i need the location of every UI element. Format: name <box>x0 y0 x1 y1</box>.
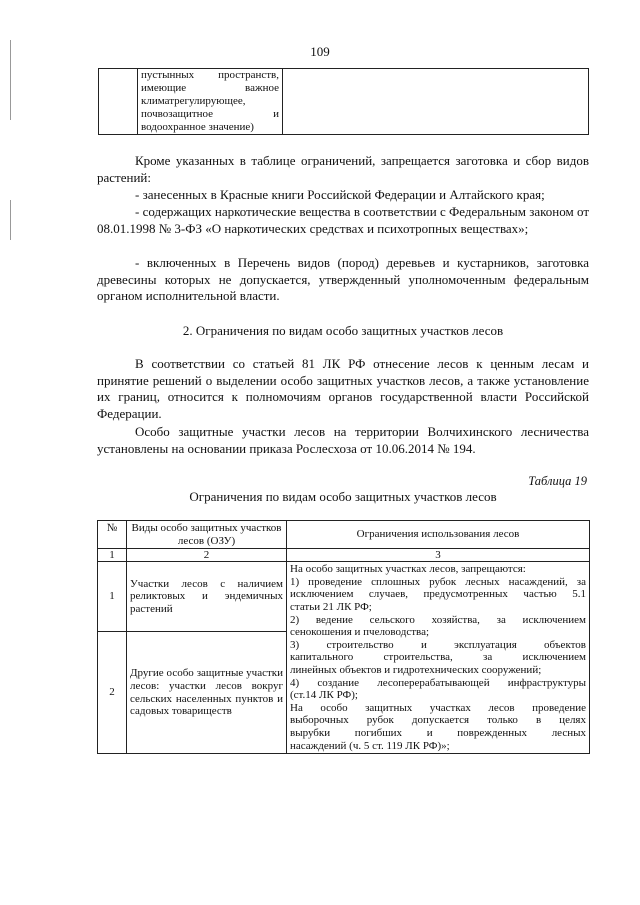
restriction-line: На особо защитных участках лесов, запрещаются: <box>290 563 526 576</box>
table-header-row <box>98 521 590 549</box>
header-number: № <box>98 521 127 549</box>
header-restrictions: Ограничения использования лесов <box>287 521 590 549</box>
table-cell-empty <box>99 69 138 135</box>
paragraph-species-list: - включенных в Перечень видов (пород) деревьев и кустарников, заготовка древесины которых не допускается, утвержденный уполномоченным федеральным органом исполнительной власти. <box>97 255 589 303</box>
table-index-row <box>98 549 590 562</box>
row-ozu-type: Другие особо защитные участки лесов: участки лесов вокруг сельских населенных пунктов и садовых товариществ <box>127 632 287 754</box>
index-cell: 3 <box>287 549 590 562</box>
table-cell-line: пустынных пространств, <box>141 69 279 81</box>
restriction-line: На особо защитных участках лесов проведение <box>290 701 586 714</box>
table-cell-line: имеющие важное <box>141 82 279 94</box>
paragraph-article-81: В соответствии со статьей 81 ЛК РФ отнесение лесов к ценным лесам и принятие решений о выделении особо защитных участков лесов, а также установление их границ, относится к полномочиям органов государственной власти Российской Федерации. <box>97 356 589 421</box>
section-title: 2. Ограничения по видам особо защитных участков лесов <box>182 323 504 338</box>
restriction-line: 2) ведение сельского хозяйства, за исключением <box>290 613 586 626</box>
page-number: 109 <box>310 44 330 59</box>
header-ozu-types: Виды особо защитных участков лесов (ОЗУ) <box>127 521 287 549</box>
paragraph-red-book: - занесенных в Красные книги Российской Федерации и Алтайского края; <box>135 187 545 202</box>
table-cell-line: водоохранное значение) <box>141 121 254 133</box>
restriction-line: линейных объектов и гидротехнических сооружений; <box>290 663 542 676</box>
restriction-line: вырубки погибших и поврежденных лесных <box>290 726 586 739</box>
scan-margin-mark <box>10 200 11 240</box>
table-cell-empty <box>283 69 589 135</box>
restriction-line: 4) создание лесоперерабатывающей инфраструктуры <box>290 676 586 689</box>
table-cell-line: почвозащитное и <box>141 108 279 120</box>
restriction-line: исключением случаев, предусмотренных частью 5.1 <box>290 588 586 601</box>
row-number: 2 <box>98 632 127 754</box>
restriction-line: сенокошения и пчеловодства; <box>290 626 430 639</box>
index-cell: 1 <box>98 549 127 562</box>
restriction-line: статьи 21 ЛК РФ; <box>290 600 372 613</box>
paragraph-restrictions-intro: Кроме указанных в таблице ограничений, запрещается заготовка и сбор видов растений: <box>97 153 589 185</box>
table-cell-line: климатрегулирующее, <box>141 95 246 107</box>
restriction-line: выборочных рубок допускается только в целях <box>290 714 586 727</box>
restrictions-cell <box>287 562 590 754</box>
row-number: 1 <box>98 562 127 632</box>
table-caption: Таблица 19 <box>528 474 587 488</box>
restriction-line: (ст.14 ЛК РФ); <box>290 689 358 702</box>
table-cell-text <box>138 69 283 135</box>
restriction-line: 1) проведение сплошных рубок лесных насаждений, за <box>290 575 586 588</box>
restriction-line: капитального строительства, за исключением <box>290 651 586 664</box>
ozu-restrictions-table <box>97 520 590 754</box>
table-title: Ограничения по видам особо защитных участков лесов <box>189 489 497 504</box>
table-row <box>98 562 590 632</box>
restriction-line: насаждений (ч. 5 ст. 119 ЛК РФ)»; <box>290 739 450 752</box>
paragraph-narcotic: - содержащих наркотические вещества в соответствии с Федеральным законом от 08.01.1998 № 3-ФЗ «О наркотических средствах и психотропных веществах»; <box>97 204 589 236</box>
continued-table <box>98 68 589 135</box>
row-ozu-type: Участки лесов с наличием реликтовых и эндемичных растений <box>127 562 287 632</box>
paragraph-volchikha: Особо защитные участки лесов на территории Волчихинского лесничества установлены на основании приказа Рослесхоза от 10.06.2014 № 194. <box>97 424 589 456</box>
restriction-line: 3) строительство и эксплуатация объектов <box>290 638 586 651</box>
index-cell: 2 <box>127 549 287 562</box>
